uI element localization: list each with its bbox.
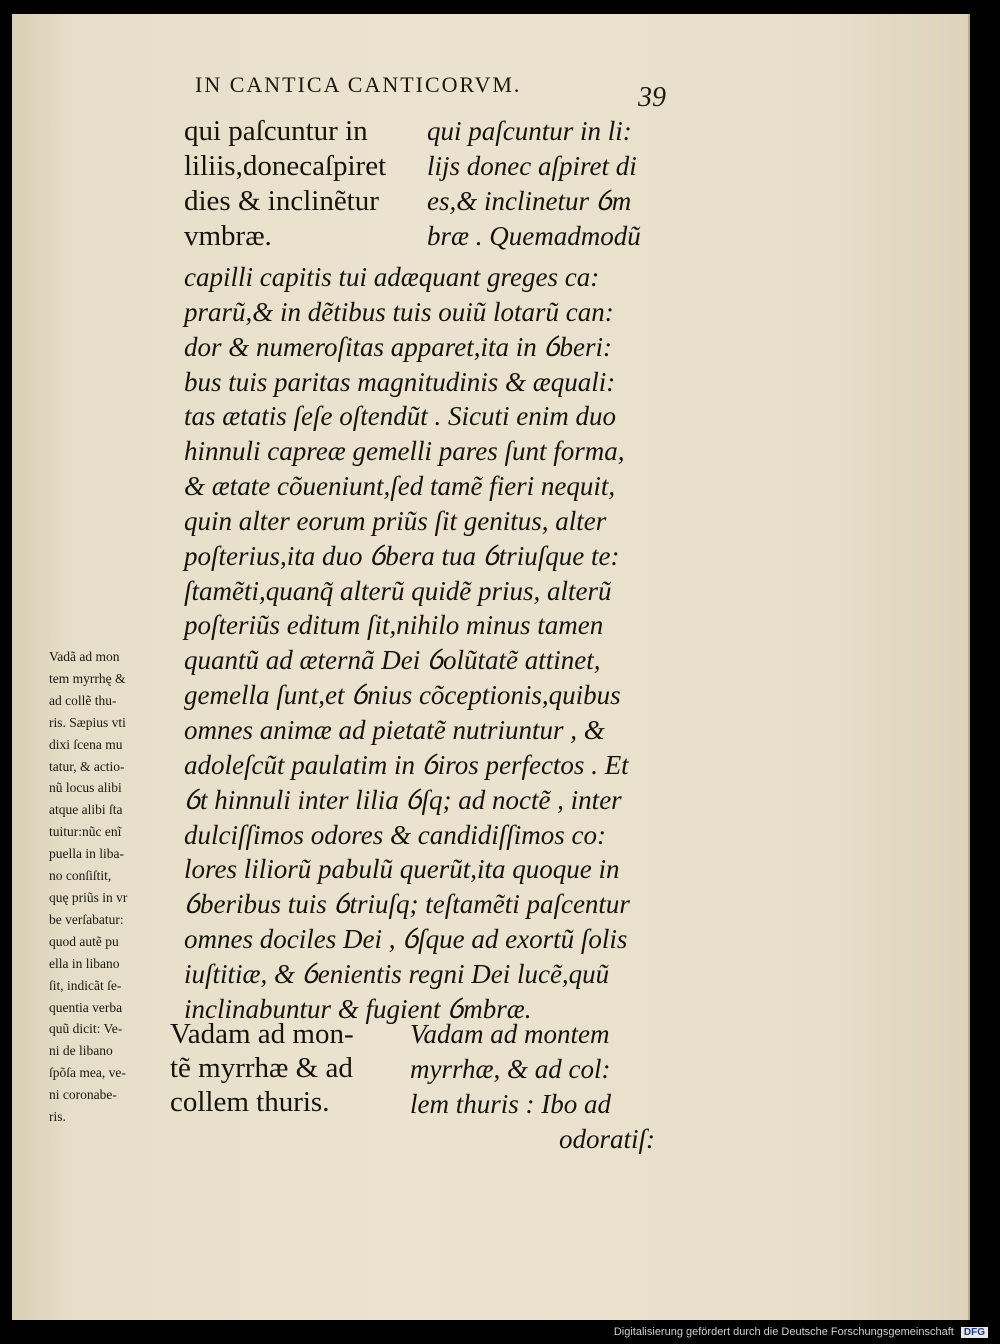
credit-text: Digitalisierung gefördert durch die Deutsche Forschungsgemeinschaft	[613, 1326, 954, 1338]
marginal-line: quod autẽ pu	[49, 933, 119, 949]
marginal-line: dixi ſcena mu	[49, 736, 123, 752]
text-line: bus tuis paritas magnitudinis & æquali:	[184, 366, 616, 397]
text-line: inclinabuntur & fugient ỽmbræ.	[184, 993, 532, 1024]
text-line: & ætate cõueniunt,ſed tamẽ fieri nequit,	[184, 471, 616, 502]
marginal-line: ad collẽ thu-	[49, 692, 117, 708]
text-line: tas ætatis ſeſe oſtendũt . Sicuti enim duo	[184, 401, 616, 432]
text-line: qui paſcuntur in	[184, 115, 368, 147]
text-line: myrrhæ, & ad col:	[410, 1054, 611, 1084]
text-line: iuſtitiæ, & ỽenientis regni Dei lucẽ,quũ	[184, 958, 610, 989]
text-line: hinnuli capreæ gemelli pares ſunt forma,	[184, 436, 625, 467]
marginal-line: nũ locus alibi	[49, 780, 122, 796]
text-line: lores liliorũ pabulũ querũt,ita quoque in	[184, 854, 620, 885]
text-line: omnes animæ ad pietatẽ nutriuntur , &	[184, 714, 605, 745]
marginal-line: tem myrrhę &	[49, 670, 126, 686]
text-line: bræ . Quemadmodũ	[427, 221, 641, 251]
text-line: dulciſſimos odores & candidiſſimos co:	[184, 819, 606, 850]
text-line: vmbræ.	[184, 220, 272, 252]
commentary-text	[184, 260, 636, 1027]
bottom-italic-column	[410, 1017, 655, 1157]
marginal-line: quę priũs in vr	[49, 889, 128, 905]
marginal-line: atque alibi ſta	[49, 802, 123, 818]
text-line: capilli capitis tui adæquant greges ca:	[184, 262, 600, 292]
marginal-line: tuitur:nũc enĩ	[49, 824, 122, 840]
text-line: poſteriũs editum ſit,nihilo minus tamen	[184, 610, 604, 641]
text-line: poſterius,ita duo ỽbera tua ỽtriuſque te:	[184, 540, 620, 571]
marginal-line: ſpõſa mea, ve-	[49, 1065, 126, 1081]
text-line: ſtamẽti,quanq̃ alterũ quidẽ prius, alterũ	[184, 575, 612, 606]
marginal-line: tatur, & actio-	[49, 758, 125, 774]
text-line: Vadam ad montem	[410, 1019, 610, 1049]
text-line: Vadam ad mon-	[170, 1018, 354, 1050]
text-line: prarũ,& in dẽtibus tuis ouiũ lotarũ can:	[184, 296, 614, 327]
marginal-line: Vadã ad mon	[49, 649, 120, 664]
text-line: ỽt hinnuli inter lilia ỽſq; ad noctẽ , inter	[184, 784, 622, 815]
text-line: quantũ ad æternã Dei ỽolũtatẽ attinet,	[184, 645, 601, 676]
dfg-logo: DFG	[961, 1327, 988, 1338]
marginal-note	[49, 646, 179, 1128]
text-line: lijs donec aſpiret di	[427, 151, 637, 181]
text-line: quin alter eorum priũs ſit genitus, alter	[184, 505, 607, 536]
marginal-line: ris.	[49, 1109, 66, 1125]
marginal-line: ſit, indicãt ſe-	[49, 977, 122, 993]
book-page	[12, 14, 970, 1320]
marginal-line: quentia verba	[49, 999, 123, 1015]
text-line: tẽ myrrhæ & ad	[170, 1052, 353, 1084]
text-line: qui paſcuntur in li:	[427, 116, 632, 146]
text-line: omnes dociles Dei , ỽſque ad exortũ ſolis	[184, 924, 628, 955]
digitization-credit	[614, 1326, 988, 1338]
text-line: liliis,donecaſpiret	[184, 150, 387, 182]
marginal-line: puella in liba-	[49, 846, 124, 862]
top-roman-column	[184, 114, 409, 254]
marginal-line: be verſabatur:	[49, 911, 124, 927]
marginal-line: ni coronabe-	[49, 1087, 117, 1103]
marginal-line: ella in libano	[49, 955, 120, 971]
text-line: dor & numeroſitas apparet,ita in ỽberi:	[184, 331, 612, 362]
text-line: collem thuris.	[170, 1086, 330, 1118]
text-line: lem thuris : Ibo ad	[410, 1089, 611, 1119]
marginal-line: ni de libano	[49, 1043, 113, 1059]
marginal-line: quũ dicit: Ve-	[49, 1021, 123, 1037]
text-line: es,& inclinetur ỽm	[427, 186, 632, 216]
text-line: ỽberibus tuis ỽtriuſq; teſtamẽti paſcentur	[184, 889, 630, 920]
catchword: odoratiſ:	[558, 1124, 655, 1154]
bottom-roman-column	[170, 1017, 395, 1119]
marginal-line: ris. Sæpius vti	[49, 714, 126, 730]
top-italic-column	[427, 114, 652, 254]
text-line: adoleſcũt paulatim in ỽiros perfectos . Et	[184, 749, 629, 780]
page-number: 39	[638, 82, 666, 113]
text-line: dies & inclinẽtur	[184, 185, 379, 217]
text-line: gemella ſunt,et ỽnius cõceptionis,quibus	[184, 680, 621, 711]
marginal-line: no conſiſtit,	[49, 868, 112, 884]
running-title: IN CANTICA CANTICORVM.	[195, 72, 522, 97]
